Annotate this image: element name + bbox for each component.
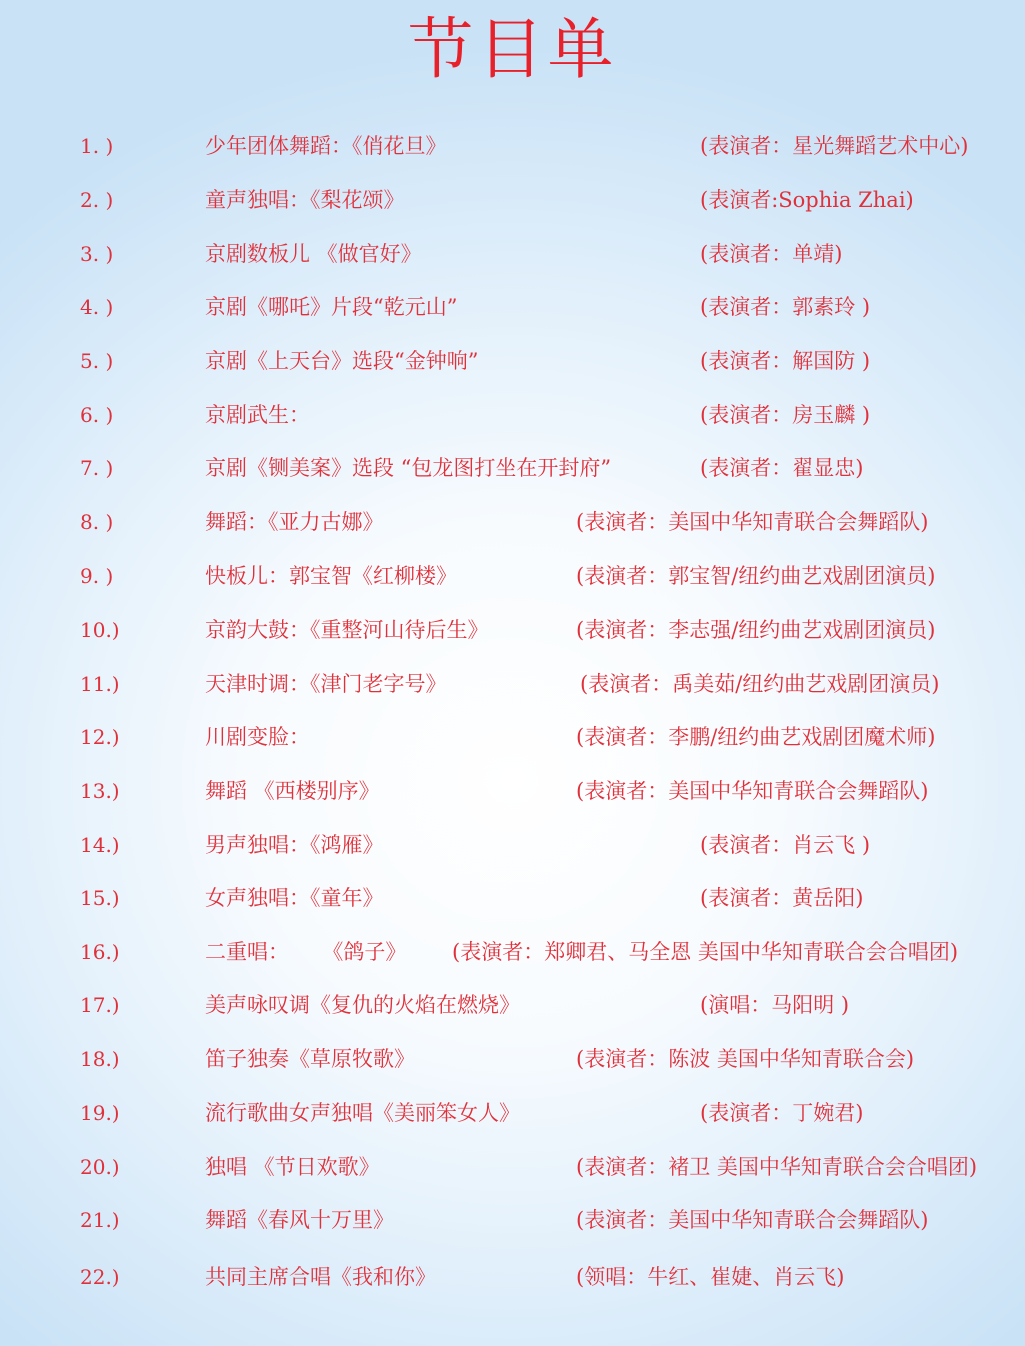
performer: (领唱：牛红、崔婕、肖云飞) <box>576 1265 845 1289</box>
item-number: 17.) <box>80 993 120 1017</box>
item-number: 2. ) <box>80 188 114 212</box>
item-number: 3. ) <box>80 242 114 266</box>
item-number: 19.) <box>80 1101 120 1125</box>
program-title: 京剧数板儿 《做官好》 <box>205 242 422 266</box>
item-number: 13.) <box>80 779 120 803</box>
list-item <box>0 1044 1025 1074</box>
list-item <box>0 1205 1025 1235</box>
program-title: 流行歌曲女声独唱《美丽笨女人》 <box>205 1101 520 1125</box>
performer: (表演者：单靖) <box>700 242 843 266</box>
list-item <box>0 1098 1025 1128</box>
item-number: 12.) <box>80 725 120 749</box>
list-item <box>0 1152 1025 1182</box>
list-item <box>0 346 1025 376</box>
performer: (表演者：房玉麟 ) <box>700 403 871 427</box>
program-title: 童声独唱：《梨花颂》 <box>205 188 405 212</box>
item-number: 15.) <box>80 886 120 910</box>
list-item <box>0 937 1025 967</box>
program-title: 舞蹈：《亚力古娜》 <box>205 510 384 534</box>
list-item <box>0 400 1025 430</box>
performer: (表演者：美国中华知青联合会舞蹈队) <box>576 1208 929 1232</box>
performer: (表演者：肖云飞 ) <box>700 833 871 857</box>
item-number: 20.) <box>80 1155 120 1179</box>
list-item <box>0 722 1025 752</box>
list-item <box>0 453 1025 483</box>
list-item <box>0 131 1025 161</box>
item-number: 18.) <box>80 1047 120 1071</box>
item-number: 6. ) <box>80 403 114 427</box>
performer: (表演者：郑卿君、马全恩 美国中华知青联合会合唱团) <box>452 940 959 964</box>
performer: (表演者：星光舞蹈艺术中心) <box>700 134 969 158</box>
program-title: 京韵大鼓：《重整河山待后生》 <box>205 618 489 642</box>
program-title: 川剧变脸： <box>205 725 310 749</box>
item-number: 8. ) <box>80 510 114 534</box>
item-number: 21.) <box>80 1208 120 1232</box>
list-item <box>0 292 1025 322</box>
performer: (表演者：郭素玲 ) <box>700 295 871 319</box>
list-item <box>0 990 1025 1020</box>
list-item <box>0 561 1025 591</box>
list-item <box>0 830 1025 860</box>
program-title: 京剧《铡美案》选段 “包龙图打坐在开封府” <box>205 456 612 480</box>
program-title: 舞蹈 《西楼别序》 <box>205 779 380 803</box>
program-title: 快板儿：郭宝智《红柳楼》 <box>205 564 457 588</box>
list-item <box>0 883 1025 913</box>
item-number: 22.) <box>80 1265 120 1289</box>
program-title: 京剧《上天台》选段“金钟响” <box>205 349 479 373</box>
list-item <box>0 185 1025 215</box>
program-title: 女声独唱：《童年》 <box>205 886 384 910</box>
page-title: 节目单 <box>407 11 618 88</box>
performer: (表演者：解国防 ) <box>700 349 871 373</box>
program-title: 少年团体舞蹈：《俏花旦》 <box>205 134 447 158</box>
program-title: 独唱 《节日欢歌》 <box>205 1155 380 1179</box>
item-number: 9. ) <box>80 564 114 588</box>
performer: (表演者：丁婉君) <box>700 1101 864 1125</box>
item-number: 16.) <box>80 940 120 964</box>
list-item <box>0 776 1025 806</box>
performer: (表演者：美国中华知青联合会舞蹈队) <box>576 779 929 803</box>
item-number: 5. ) <box>80 349 114 373</box>
program-title: 京剧《哪吒》片段“乾元山” <box>205 295 458 319</box>
performer: (表演者：禹美茹/纽约曲艺戏剧团演员) <box>580 672 940 696</box>
performer: (表演者：黄岳阳) <box>700 886 864 910</box>
program-title: 二重唱： 《鸽子》 <box>205 940 407 964</box>
item-number: 14.) <box>80 833 120 857</box>
performer: (表演者：美国中华知青联合会舞蹈队) <box>576 510 929 534</box>
program-title: 京剧武生： <box>205 403 310 427</box>
performer: (表演者：郭宝智/纽约曲艺戏剧团演员) <box>576 564 936 588</box>
item-number: 11.) <box>80 672 120 696</box>
program-title: 天津时调：《津门老字号》 <box>205 672 447 696</box>
performer: (表演者：李志强/纽约曲艺戏剧团演员) <box>576 618 936 642</box>
performer: (表演者：李鹏/纽约曲艺戏剧团魔术师) <box>576 725 936 749</box>
program-title: 男声独唱：《鸿雁》 <box>205 833 384 857</box>
list-item <box>0 507 1025 537</box>
item-number: 10.) <box>80 618 120 642</box>
performer: (表演者:Sophia Zhai) <box>700 188 914 212</box>
performer: (表演者：翟显忠) <box>700 456 864 480</box>
performer: (表演者：陈波 美国中华知青联合会) <box>576 1047 915 1071</box>
program-title: 笛子独奏《草原牧歌》 <box>205 1047 415 1071</box>
program-title: 美声咏叹调《复仇的火焰在燃烧》 <box>205 993 520 1017</box>
list-item <box>0 239 1025 269</box>
item-number: 4. ) <box>80 295 114 319</box>
item-number: 7. ) <box>80 456 114 480</box>
list-item <box>0 669 1025 699</box>
performer: (演唱：马阳明 ) <box>700 993 850 1017</box>
program-title: 舞蹈《春风十万里》 <box>205 1208 394 1232</box>
item-number: 1. ) <box>80 134 114 158</box>
list-item <box>0 615 1025 645</box>
list-item <box>0 1262 1025 1292</box>
performer: (表演者：褚卫 美国中华知青联合会合唱团) <box>576 1155 978 1179</box>
program-title: 共同主席合唱《我和你》 <box>205 1265 436 1289</box>
